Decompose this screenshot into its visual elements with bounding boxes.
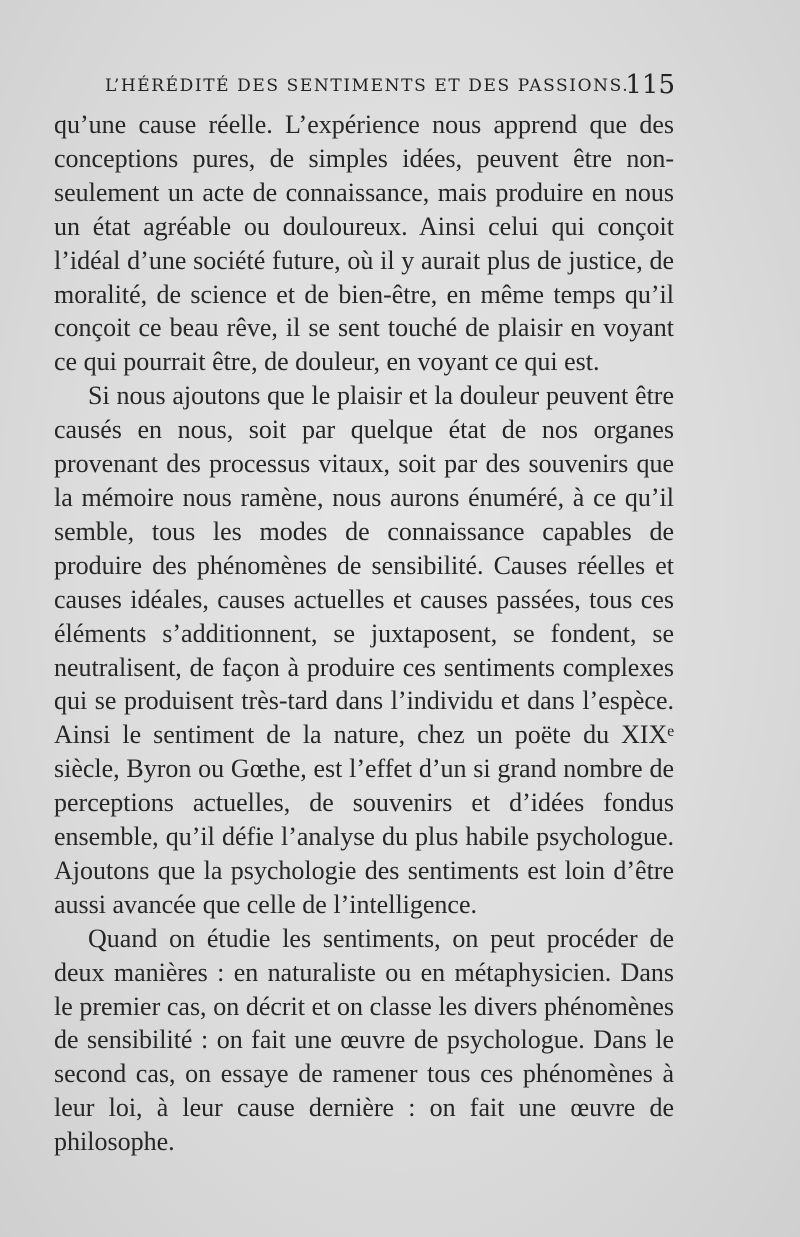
page-number: 115 [625, 70, 675, 100]
body-text [54, 108, 674, 1159]
page-header [105, 70, 675, 106]
paragraph-1: qu’une cause réelle. L’expérience nous apprend que des conceptions pures, de simples idées, peuvent être non-seulement un acte de connaissance, mais produire en nous un état agréable ou douloureux. Ainsi celui qui conçoit l’idéal d’une société future, où il y aurait plus de justice, de moralité, de science et de bien-être, en même temps qu’il conçoit ce beau rêve, il se sent touché de plaisir en voyant ce qui pourrait être, de douleur, en voyant ce qui est. [54, 110, 674, 377]
paragraph-3: Quand on étudie les sentiments, on peut procéder de deux manières : en naturaliste ou en métaphysicien. Dans le premier cas, on décrit et on classe les divers phénomènes de sensibilité : on fait une œuvre de psychologue. Dans le second cas, on essaye de ramener tous ces phénomènes à leur loi, à leur cause dernière : on fait une œuvre de philosophe. [54, 923, 674, 1157]
paragraph-2: Si nous ajoutons que le plaisir et la douleur peuvent être causés en nous, soit par quelque état de nos organes provenant des processus vitaux, soit par des souvenirs que la mémoire nous ramène, nous aurons énuméré, à ce qu’il semble, tous les modes de connaissance capables de produire des phénomènes de sensibilité. Causes réelles et causes idéales, causes actuelles et causes passées, tous ces éléments s’additionnent, se juxtaposent, se fondent, se neutralisent, de façon à produire ces sentiments complexes qui se produisent très-tard dans l’individu et dans l’espèce. Ainsi le sentiment de la nature, chez un poëte du XIXᵉ siècle, Byron ou Gœthe, est l’effet d’un si grand nombre de perceptions actuelles, de souvenirs et d’idées fondus ensemble, qu’il défie l’analyse du plus habile psychologue. Ajoutons que la psychologie des sentiments est loin d’être aussi avancée que celle de l’intelligence. [54, 381, 674, 919]
running-title: L’HÉRÉDITÉ DES SENTIMENTS ET DES PASSIONS. [105, 76, 630, 96]
